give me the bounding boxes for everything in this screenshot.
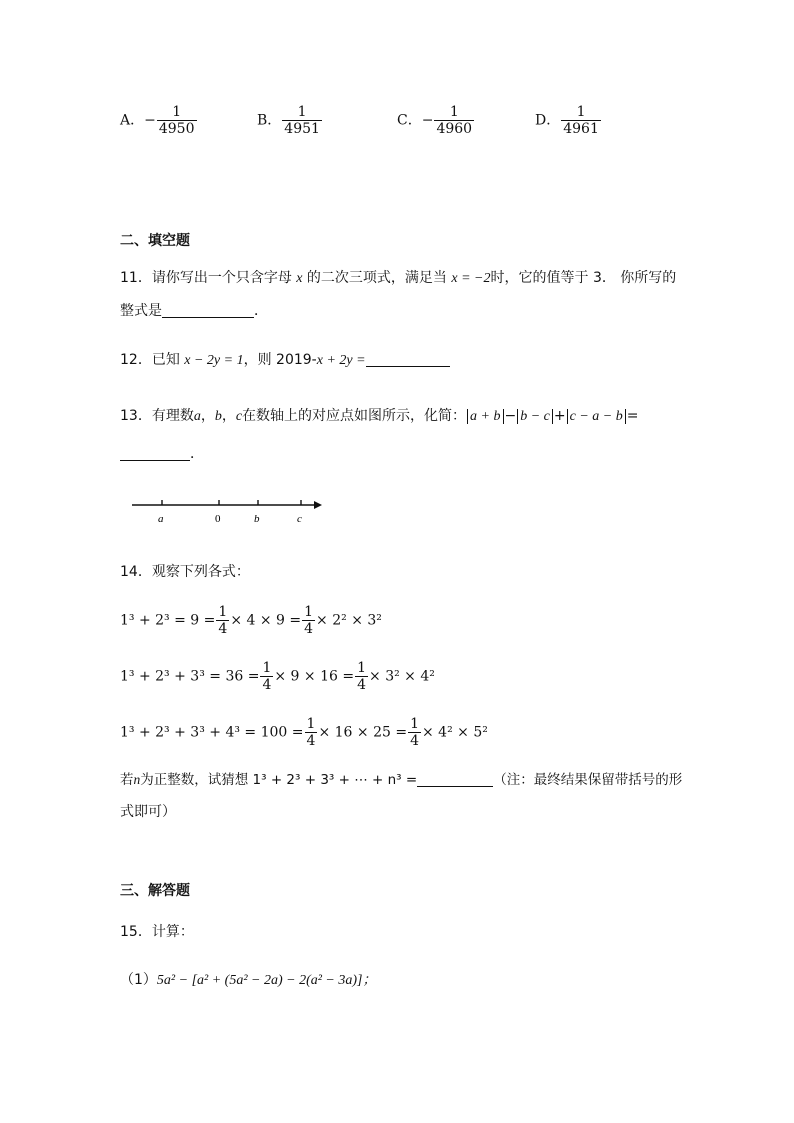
q12: 12．已知 x − 2y = 1，则 2019-x + 2y = xyxy=(120,350,450,371)
option-d: D． $\frac{1}{4961}$ xyxy=(535,104,599,137)
q15-title: 15．计算： xyxy=(120,924,194,940)
q11-line2: 整式是 ． xyxy=(120,303,268,319)
q11-line1: 11．请你写出一个只含字母 x 的二次三项式，满足当 x = −2时，它的值等于 3． 你所写的 xyxy=(120,270,677,286)
arrow-icon xyxy=(314,501,322,509)
q11-answer-blank[interactable] xyxy=(162,303,254,318)
q15-part1: （1）5a² − [a² + (5a² − 2a) − 2(a² − 3a)]； xyxy=(120,972,377,988)
number-line xyxy=(128,496,328,530)
q14-eq3: 1³ + 2³ + 3³ + 4³ = 100 = $\frac{1}{4}$ × 16 × 25 = $\frac{1}{4}$ × 4² × 5² xyxy=(120,716,488,749)
q13-line2: ． xyxy=(120,444,204,464)
label-b: b xyxy=(254,513,260,525)
q14-title: 14．观察下列各式： xyxy=(120,564,250,580)
q14-eq2: 1³ + 2³ + 3³ = 36 = $\frac{1}{4}$ × 9 × 16 = $\frac{1}{4}$ × 3² × 4² xyxy=(120,660,435,693)
label-0: 0 xyxy=(215,513,221,525)
q14-conjecture-line1: 若n为正整数，试猜想 1³ + 2³ + 3³ + ⋯ + n³ = （注：最终结果保留带括号的形 xyxy=(120,772,683,788)
label-a: a xyxy=(158,513,164,525)
option-b: B． $\frac{1}{4951}$ xyxy=(257,104,320,137)
q13-line1: 13．有理数a，b，c在数轴上的对应点如图所示，化简： a + b − b − c + c − a − b = xyxy=(120,408,639,424)
label-c: c xyxy=(297,513,302,525)
q14-answer-blank[interactable] xyxy=(417,772,493,787)
q12-answer-blank[interactable] xyxy=(366,352,450,367)
section-title-solve: 三、解答题 xyxy=(120,883,190,899)
option-c: C．− $\frac{1}{4960}$ xyxy=(397,104,473,137)
section-title-fill-in: 二、填空题 xyxy=(120,233,190,249)
q14-conjecture-line2: 式即可） xyxy=(120,804,176,820)
option-a: A．− $\frac{1}{4950}$ xyxy=(120,104,195,137)
q14-eq1: 1³ + 2³ = 9 = $\frac{1}{4}$ × 4 × 9 = $\frac{1}{4}$ × 2² × 3² xyxy=(120,604,382,637)
q13-answer-blank[interactable] xyxy=(120,446,190,461)
